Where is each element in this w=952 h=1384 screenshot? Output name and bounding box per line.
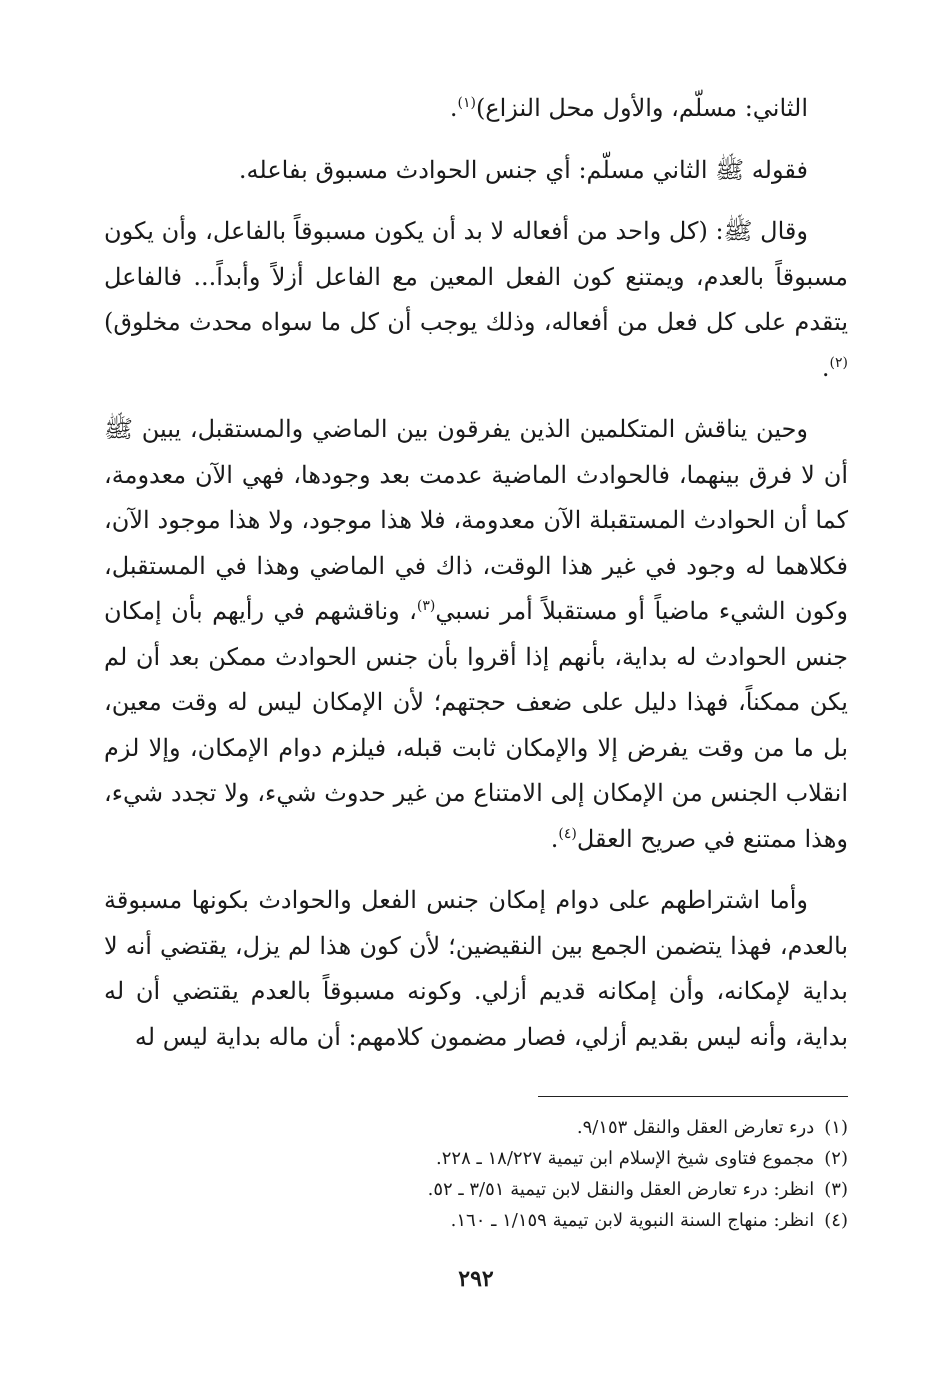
paragraph-3: وقال ﷺ: (كل واحد من أفعاله لا بد أن يكون مسبوقاً بالفاعل، وأن يكون مسبوقاً بالعدم، ويمتنع كون الفعل المعين مع الفاعل أزلاً وأبداً... فالفاعل يتقدم على كل فعل من أفعاله، وذلك يوجب أن كل ما سواه محدث مخلوق)$^{(٢)}$. [104, 217, 848, 382]
paragraph-5: وأما اشتراطهم على دوام إمكان جنس الفعل والحوادث بكونها مسبوقة بالعدم، فهذا يتضمن الجمع بين النقيضين؛ لأن كون هذا لم يزل، يقتضي أنه لا بداية لإمكانه، وأن إمكانه قديم أزلي. وكونه مسبوقاً بالعدم يقتضي أن له بداية، وأنه ليس بقديم أزلي، فصار مضمون كلامهم: أن ماله بداية ليس له [104, 886, 848, 1051]
footnote-separator [538, 1096, 848, 1097]
paragraph-2: فقوله ﷺ الثاني مسلّم: أي جنس الحوادث مسبوق بفاعله. [238, 155, 808, 184]
footnote-2: (٢)مجموع فتاوى شيخ الإسلام ابن تيمية ١٨/٢٢٧ ـ ٢٢٨. [436, 1148, 848, 1169]
main-text [104, 86, 848, 1076]
footnote-ref-3[interactable]: (٣) [416, 598, 436, 614]
footnote-ref-4[interactable]: (٤) [558, 825, 577, 842]
paragraph-4: وحين يناقش المتكلمين الذين يفرقون بين الماضي والمستقبل، يبين ﷺ أن لا فرق بينهما، فالحوادث الماضية عدمت بعد وجودها، فهي الآن معدومة، كما أن الحوادث المستقبلة الآن معدومة، فلا هذا موجود، ولا هذا موجود الآن، فكلاهما له وجود في غير هذا الوقت، ذاك في الماضي وهذا في المستقبل، وكون الشيء ماضياً أو مستقبلاً أمر نسبي$^{(٣)}$، وناقشهم في رأيهم بأن إمكان جنس الحوادث له بداية، بأنهم إذا أقروا بأن جنس الحوادث ممكن بعد أن لم يكن ممكناً، فهذا دليل على ضعف حجتهم؛ لأن الإمكان ليس له وقت معين، بل ما من وقت يفرض إلا والإمكان ثابت قبله، فيلزم دوام الإمكان، وإلا لزم انقلاب الجنس من الإمكان إلى الامتناع من غير حدوث شيء، ولا تجدد شيء، وهذا ممتنع في صريح العقل$^{(٤)}$. [104, 415, 849, 853]
page-number: ٢٩٢ [458, 1266, 494, 1292]
footnote-ref-2[interactable]: (٢) [829, 354, 848, 371]
footnote-ref-1[interactable]: (١) [457, 95, 476, 111]
paragraph-1: الثاني: مسلّم، والأول محل النزاع)$^{(١)}$. [449, 94, 808, 122]
footnote-4: (٤)انظر: منهاج السنة النبوية لابن تيمية ١/١٥٩ ـ ١٦٠. [450, 1210, 848, 1231]
footnotes [104, 1112, 848, 1236]
footnote-3: (٣)انظر: درء تعارض العقل والنقل لابن تيمية ٣/٥١ ـ ٥٢. [427, 1179, 848, 1200]
footnote-1: (١)درء تعارض العقل والنقل ٩/١٥٣. [576, 1117, 848, 1138]
